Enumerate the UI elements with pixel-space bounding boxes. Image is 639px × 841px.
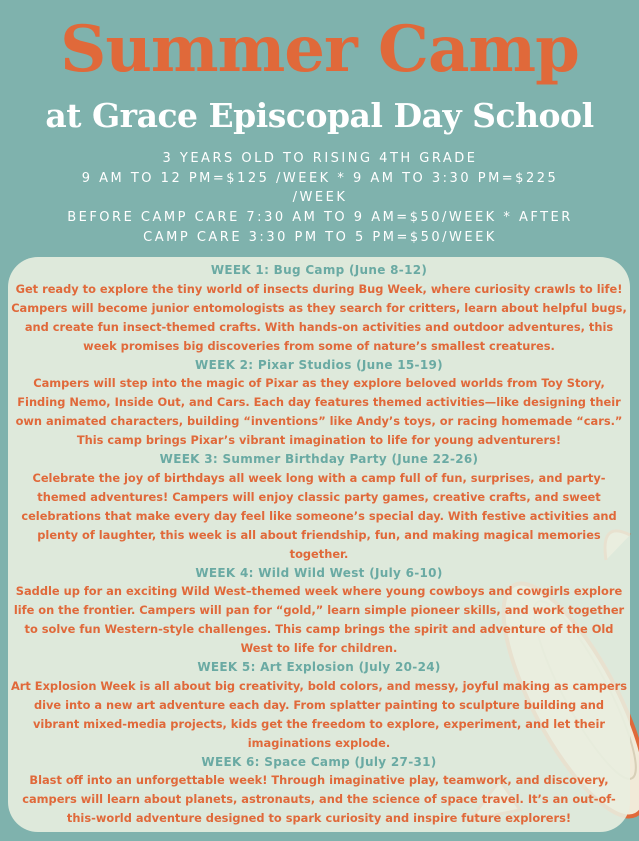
week-heading: WEEK 2: Pixar Studios (June 15-19) xyxy=(195,357,443,372)
week-description: Celebrate the joy of birthdays all week long with a camp full of fun, surprises, and party-themed adventures! Campers will enjoy classic party games, creative crafts, and sweet celebrations that make every day feel like someone’s special day. With festive activities and plenty of laughter, this week is all about friendship, fun, and making magical memories together. xyxy=(21,470,617,561)
week-description: Get ready to explore the tiny world of insects during Bug Week, where curiosity crawls to life! Campers will become junior entomologists as they search for critters, learn about helpful bugs, and create fun insect-themed crafts. With hands-on activities and outdoor adventures, this week promises big discoveries from some of nature’s smallest creatures. xyxy=(11,281,627,353)
camp-pricing: 9 AM TO 12 PM=$125 /WEEK * 9 AM TO 3:30 PM=$225 /WEEK xyxy=(81,170,559,206)
week-description: Blast off into an unforgettable week! Through imaginative play, teamwork, and discovery, campers will learn about planets, astronauts, and the science of space travel. It’s an out-of-this-world adventure designed to spark curiosity and inspire future explorers! xyxy=(22,773,616,826)
week-heading: WEEK 4: Wild Wild West (July 6-10) xyxy=(195,565,443,580)
weeks-list xyxy=(10,261,628,828)
week-item xyxy=(10,753,628,829)
week-item xyxy=(10,261,628,356)
week-heading: WEEK 5: Art Explosion (July 20-24) xyxy=(197,660,441,675)
week-heading: WEEK 1: Bug Camp (June 8-12) xyxy=(210,263,428,277)
week-item xyxy=(10,658,628,753)
week-heading: WEEK 6: Space Camp (July 27-31) xyxy=(201,754,437,769)
week-item xyxy=(10,564,628,659)
week-item xyxy=(10,356,628,451)
page-subtitle: at Grace Episcopal Day School xyxy=(45,96,594,135)
week-heading: WEEK 3: Summer Birthday Party (June 22-26) xyxy=(159,452,479,467)
week-description: Saddle up for an exciting Wild West–themed week where young cowboys and cowgirls explore life on the frontier. Campers will pan for “gold,” learn simple pioneer skills, and work together to solve fun Western-style challenges. This camp brings the spirit and adventure of the Old West to life for children. xyxy=(13,584,625,656)
week-item xyxy=(10,450,628,563)
age-range: 3 YEARS OLD TO RISING 4TH GRADE xyxy=(162,151,478,166)
week-description: Art Explosion Week is all about big creativity, bold colors, and messy, joyful making as campers dive into a new art adventure each day. From splatter painting to sculpture building and vibrant mixed-media projects, kids get the freedom to explore, experiment, and let their imaginations explode. xyxy=(10,678,628,750)
page-title: Summer Camp xyxy=(60,12,579,87)
extended-care-pricing: BEFORE CAMP CARE 7:30 AM TO 9 AM=$50/WEEK * AFTER CAMP CARE 3:30 PM TO 5 PM=$50/WEEK xyxy=(67,210,573,245)
week-description: Campers will step into the magic of Pixar as they explore beloved worlds from Toy Story, Finding Nemo, Inside Out, and Cars. Each day features themed activities—like designing their own animated characters, building “inventions” like Andy’s toys, or racing homemade “cars.” This camp brings Pixar’s vibrant imagination to life for young adventurers! xyxy=(15,376,623,448)
